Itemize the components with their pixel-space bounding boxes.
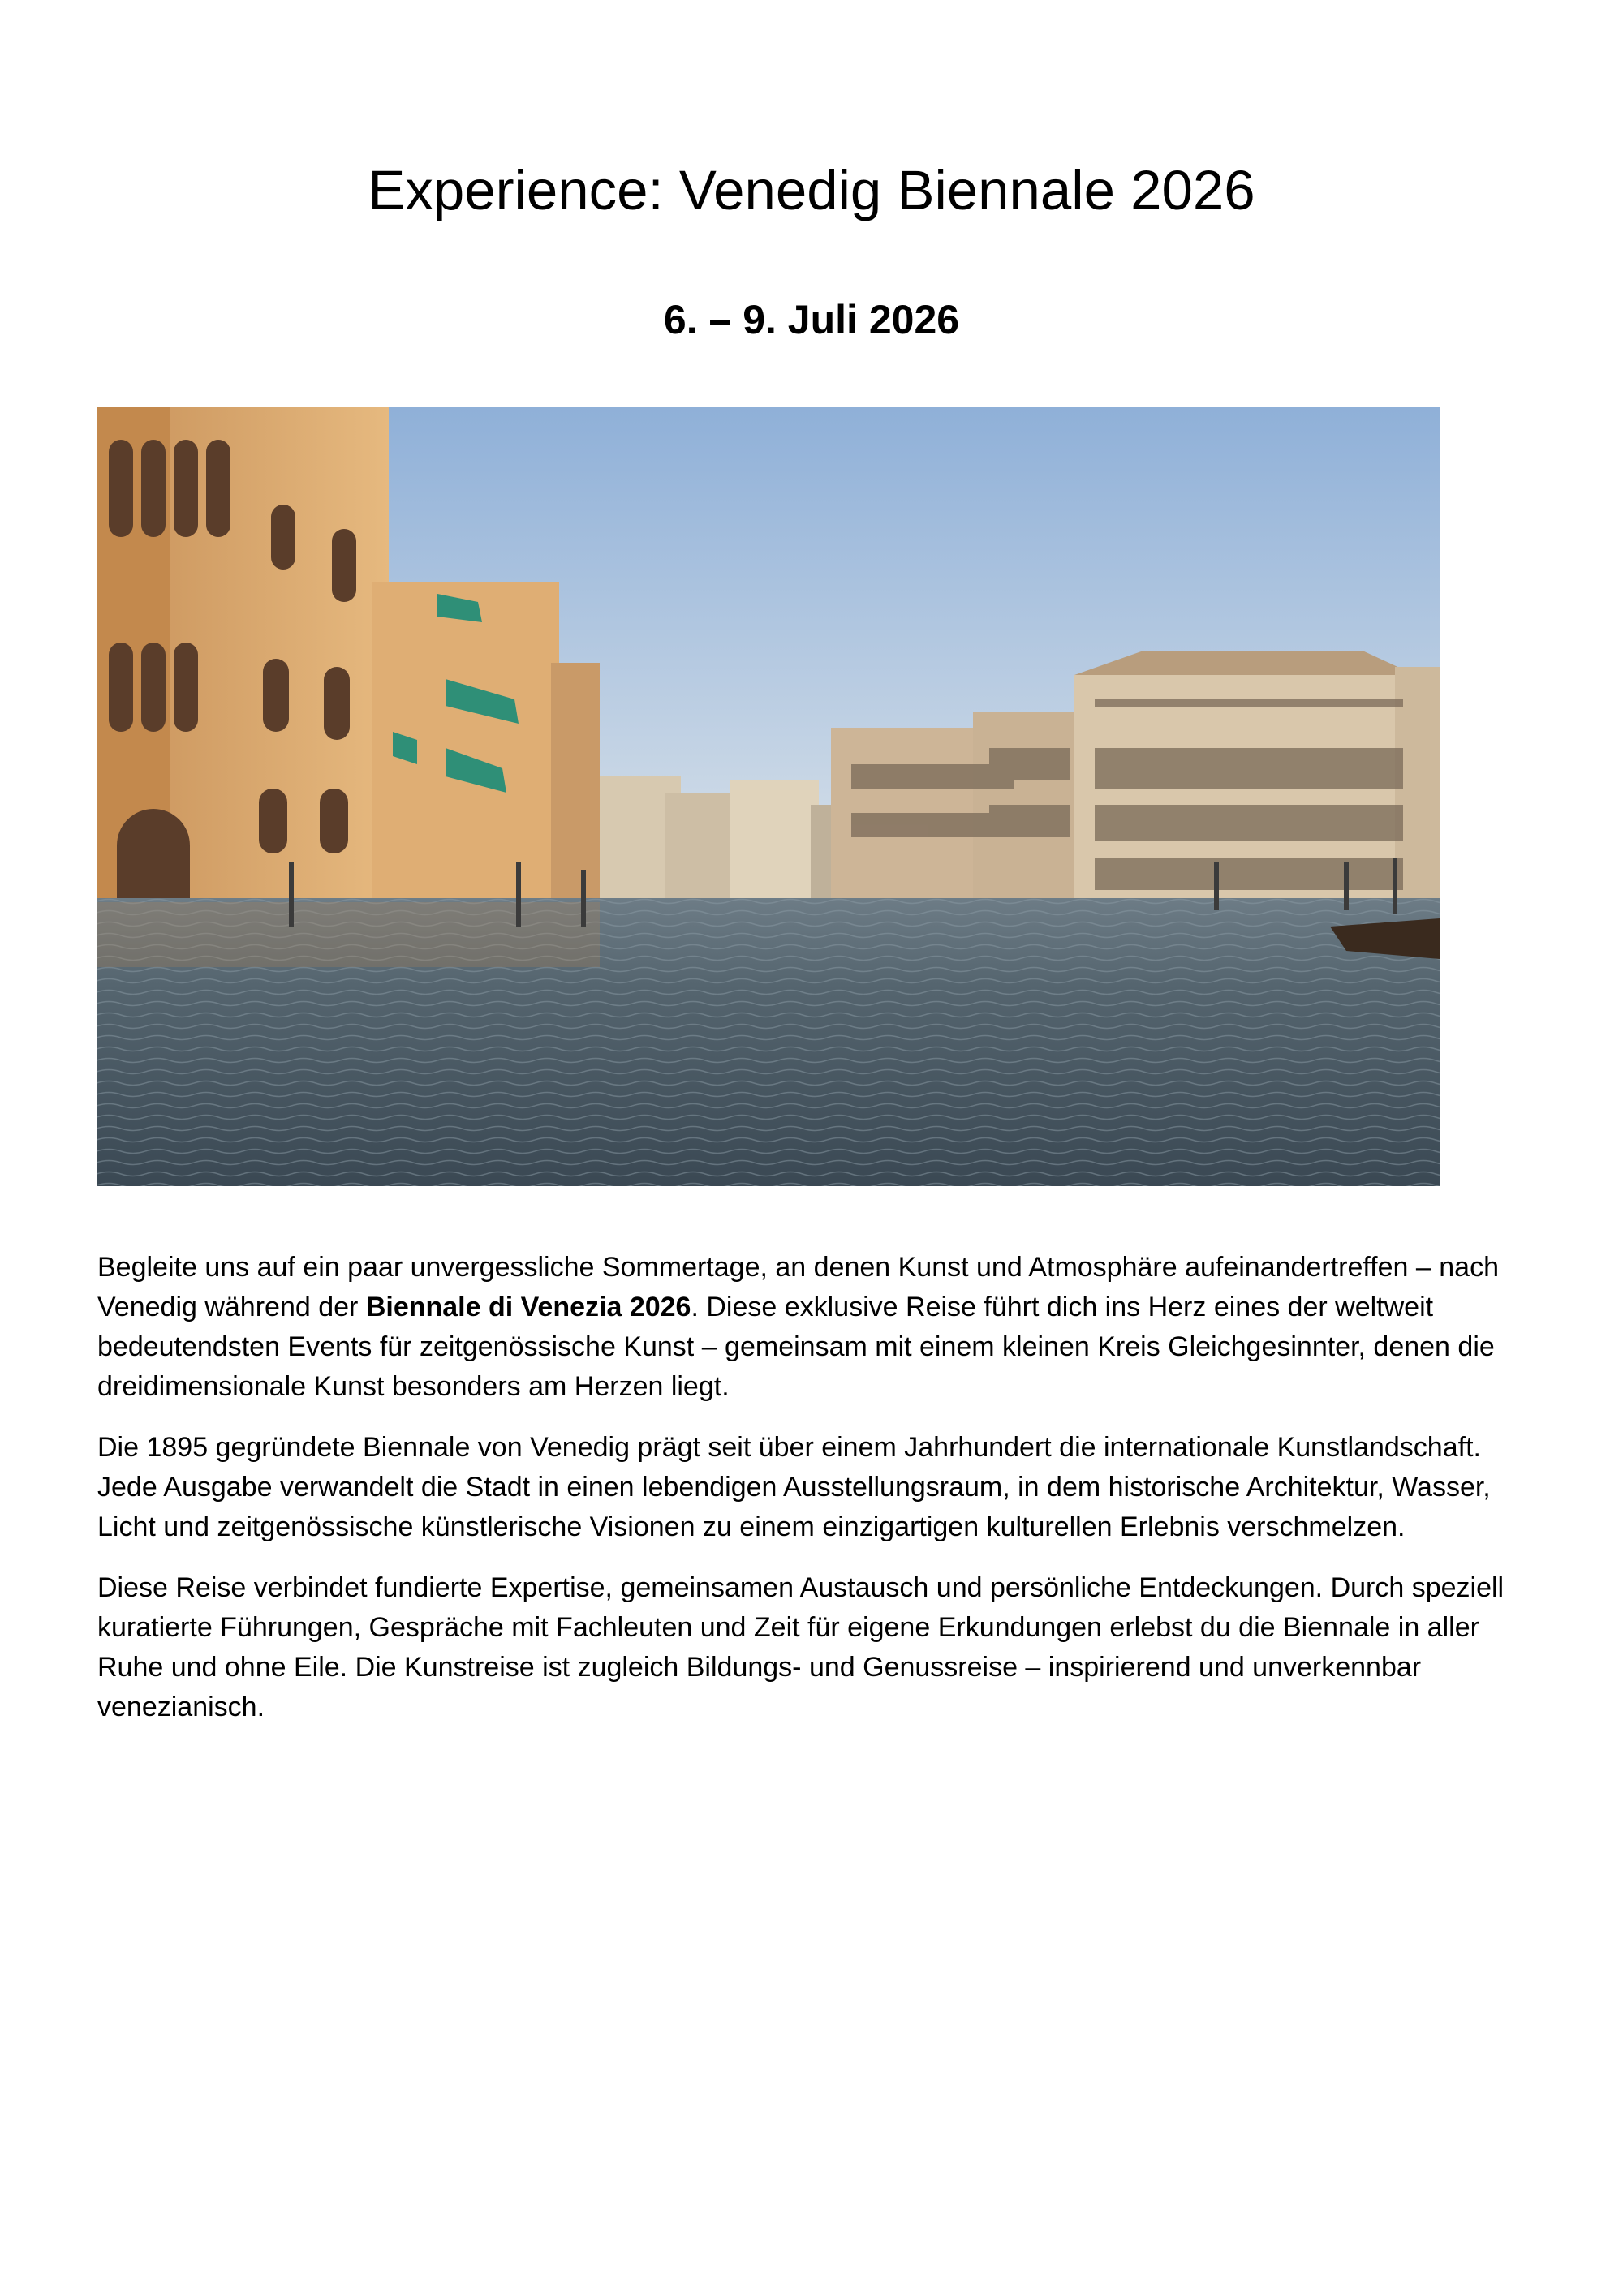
page-title: Experience: Venedig Biennale 2026: [368, 159, 1255, 221]
venice-grand-canal-photo: [97, 407, 1440, 1186]
paragraph-intro: [97, 1248, 1526, 1407]
biennale-name: Biennale di Venezia 2026: [365, 1292, 691, 1322]
event-dates: 6. – 9. Juli 2026: [663, 297, 960, 342]
paragraph-intro-text: Begleite uns auf ein paar unvergessliche Sommertage, an denen Kunst und Atmosphäre aufeinandertreffen – nach Venedig während der: [97, 1252, 1499, 1322]
paragraph-trip: Diese Reise verbindet fundierte Expertise, gemeinsamen Austausch und persönliche Entdeckungen. Durch speziell kuratierte Führungen, Gespräche mit Fachleuten und Zeit für eigene Erkundungen erlebst du die Biennale in aller Ruhe und ohne Eile. Die Kunstreise ist zugleich Bildungs- und Genussreise – inspirierend und unverkennbar venezianisch.: [97, 1572, 1505, 1722]
paragraph-history: Die 1895 gegründete Biennale von Venedig prägt seit über einem Jahrhundert die internationale Kunstlandschaft. Jede Ausgabe verwandelt die Stadt in einen lebendigen Ausstellungsraum, in dem historische Architektur, Wasser, Licht und zeitgenössische künstlerische Visionen zu einem einzigartigen kulturellen Erlebnis verschmelzen.: [97, 1432, 1491, 1542]
article-body: [97, 1248, 1526, 1748]
paragraph-intro-text-end: . Diese exklusive Reise führt dich ins Herz eines der weltweit bedeutendsten Events für zeitgenössische Kunst – gemeinsam mit einem kleinen Kreis Gleichgesinnter, denen die dreidimensionale Kunst besonders am Herzen liegt.: [97, 1292, 1495, 1402]
